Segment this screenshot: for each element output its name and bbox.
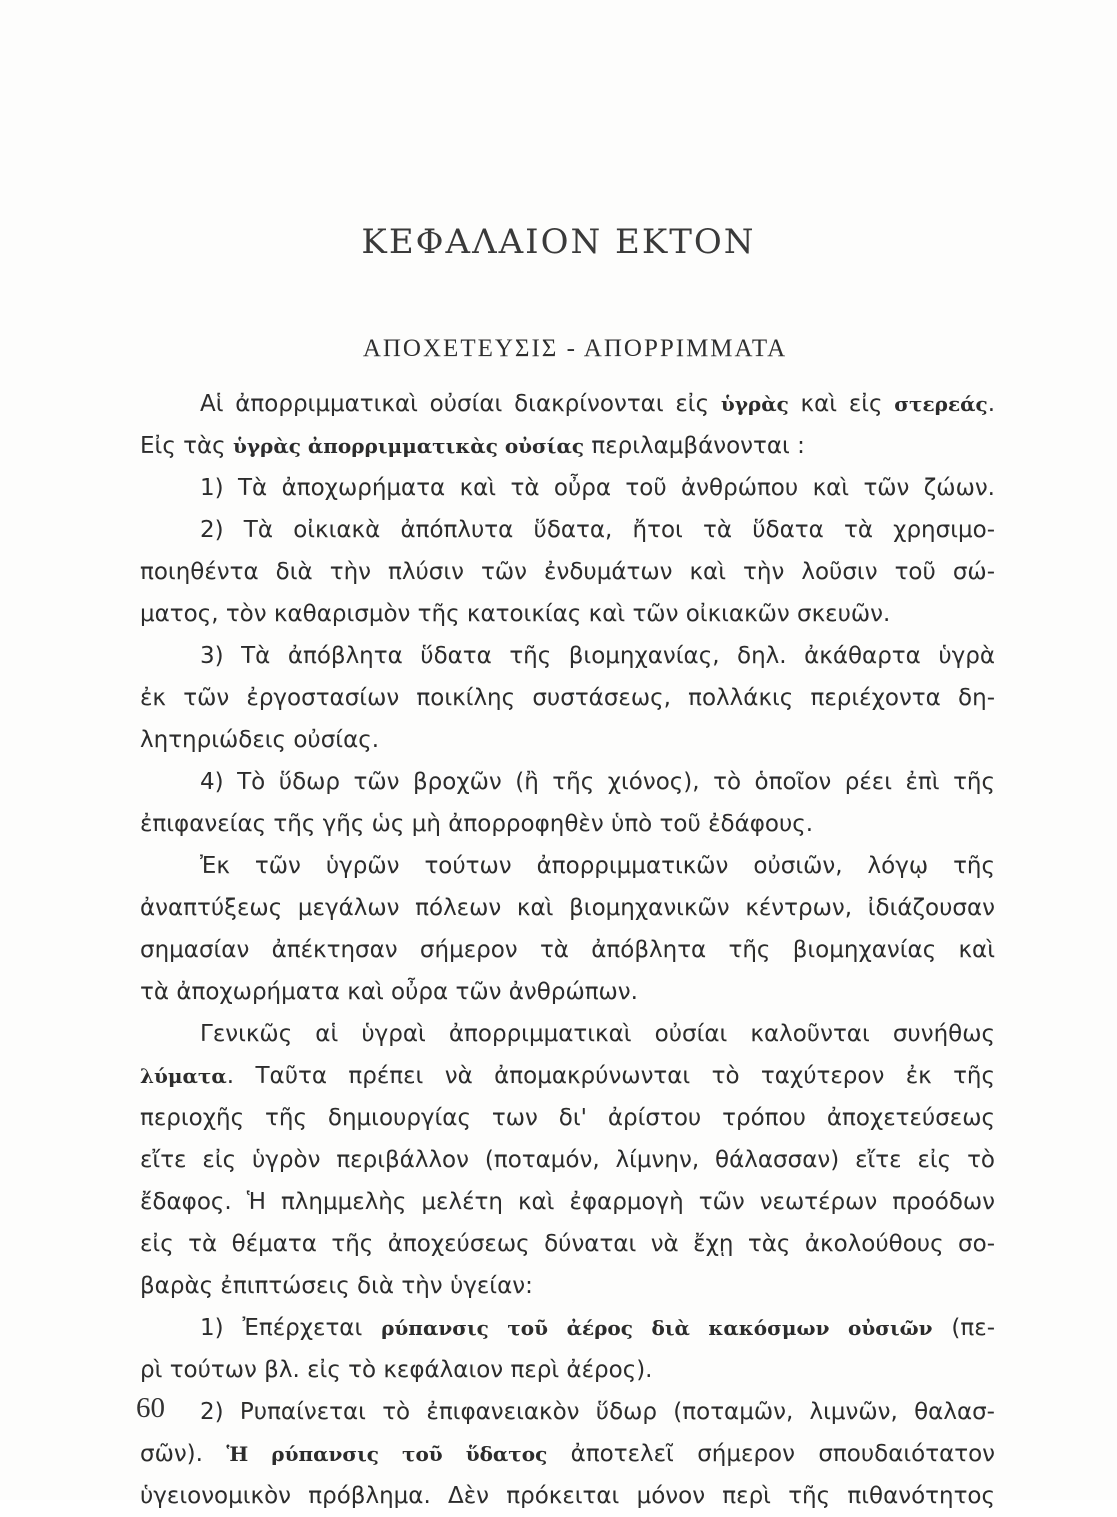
bold-term: Ἡ ρύπανσις τοῦ ὕδατος — [226, 1442, 548, 1466]
text-line: ματος, τὸν καθαρισμὸν τῆς κατοικίας καὶ τῶν οἰκιακῶν σκευῶν. — [140, 601, 891, 627]
bold-term: ρύπανσις τοῦ ἀέρος διὰ κακόσμων οὐσιῶν — [381, 1316, 933, 1340]
text-line: τὰ ἀποχωρήματα καὶ οὖρα τῶν ἀνθρώπων. — [140, 979, 638, 1005]
text-line: ποιηθέντα διὰ τὴν πλύσιν τῶν ἐνδυμάτων καὶ τὴν λοῦσιν τοῦ σώ- — [140, 559, 995, 585]
text-line: 1) Ἐπέρχεται ρύπανσις τοῦ ἀέρος διὰ κακόσμων οὐσιῶν (πε- — [200, 1315, 995, 1341]
text-line: σῶν). Ἡ ρύπανσις τοῦ ὕδατος ἀποτελεῖ σήμερον σπουδαιότατον — [140, 1441, 996, 1467]
text-line: ἀναπτύξεως μεγάλων πόλεων καὶ βιομηχανικῶν κέντρων, ἰδιάζουσαν — [140, 895, 995, 921]
text-line: σημασίαν ἀπέκτησαν σήμερον τὰ ἀπόβλητα τῆς βιομηχανίας καὶ — [140, 937, 995, 963]
text-line: 2) Ρυπαίνεται τὸ ἐπιφανειακὸν ὕδωρ (ποταμῶν, λιμνῶν, θαλασ- — [200, 1399, 995, 1425]
body-text — [140, 383, 995, 1517]
text-line: ὑγειονομικὸν πρόβλημα. Δὲν πρόκειται μόνον περὶ τῆς πιθανότητος — [140, 1483, 995, 1509]
text-line: λύματα. Ταῦτα πρέπει νὰ ἀπομακρύνωνται τὸ ταχύτερον ἐκ τῆς — [140, 1063, 995, 1089]
text-line: 4) Τὸ ὕδωρ τῶν βροχῶν (ἢ τῆς χιόνος), τὸ ὁποῖον ρέει ἐπὶ τῆς — [200, 769, 995, 795]
text-line: ἐπιφανείας τῆς γῆς ὡς μὴ ἀπορροφηθὲν ὑπὸ τοῦ ἐδάφους. — [140, 811, 814, 837]
text-line: λητηριώδεις οὐσίας. — [140, 727, 380, 753]
text-line: ρὶ τούτων βλ. εἰς τὸ κεφάλαιον περὶ ἀέρος). — [140, 1357, 653, 1383]
text-line: Εἰς τὰς ὑγρὰς ἀπορριμματικὰς οὐσίας περιλαμβάνονται : — [140, 433, 805, 459]
bold-term: ὑγρὰς — [720, 392, 789, 416]
text-line: εἴτε εἰς ὑγρὸν περιβάλλον (ποταμόν, λίμνην, θάλασσαν) εἴτε εἰς τὸ — [140, 1147, 995, 1173]
text-line: βαρὰς ἐπιπτώσεις διὰ τὴν ὑγείαν: — [140, 1273, 533, 1299]
bold-term: στερεάς — [894, 392, 988, 416]
bold-term: λύματα — [140, 1064, 227, 1088]
chapter-title: ΚΕΦΑΛΑΙΟΝ ΕΚΤΟΝ — [361, 222, 756, 262]
text-line: εἰς τὰ θέματα τῆς ἀποχεύσεως δύναται νὰ ἔχῃ τὰς ἀκολούθους σο- — [140, 1231, 995, 1257]
text-line: Ἐκ τῶν ὑγρῶν τούτων ἀπορριμματικῶν οὐσιῶν, λόγῳ τῆς — [200, 853, 995, 879]
text-line: ἐκ τῶν ἐργοστασίων ποικίλης συστάσεως, πολλάκις περιέχοντα δη- — [140, 685, 995, 711]
text-line: 1) Τὰ ἀποχωρήματα καὶ τὰ οὖρα τοῦ ἀνθρώπου καὶ τῶν ζώων. — [200, 475, 995, 501]
text-line: περιοχῆς τῆς δημιουργίας των δι' ἀρίστου τρόπου ἀποχετεύσεως — [140, 1105, 995, 1131]
section-title: ΑΠΟΧΕΤΕΥΣΙΣ - ΑΠΟΡΡΙΜΜΑΤΑ — [362, 335, 788, 362]
text-line: 2) Τὰ οἰκιακὰ ἀπόπλυτα ὕδατα, ἤτοι τὰ ὕδατα τὰ χρησιμο- — [200, 517, 995, 543]
text-line: Αἱ ἀπορριμματικαὶ οὐσίαι διακρίνονται εἰς ὑγρὰς καὶ εἰς στερεάς. — [200, 391, 995, 417]
text-line: ἔδαφος. Ἡ πλημμελὴς μελέτη καὶ ἐφαρμογὴ τῶν νεωτέρων προόδων — [140, 1189, 995, 1215]
bold-term: ὑγρὰς ἀπορριμματικὰς οὐσίας — [232, 434, 585, 458]
text-line: Γενικῶς αἱ ὑγραὶ ἀπορριμματικαὶ οὐσίαι καλοῦνται συνήθως — [200, 1021, 995, 1047]
text-line: 3) Τὰ ἀπόβλητα ὕδατα τῆς βιομηχανίας, δηλ. ἀκάθαρτα ὑγρὰ — [200, 643, 995, 669]
page-number: 60 — [136, 1392, 165, 1424]
